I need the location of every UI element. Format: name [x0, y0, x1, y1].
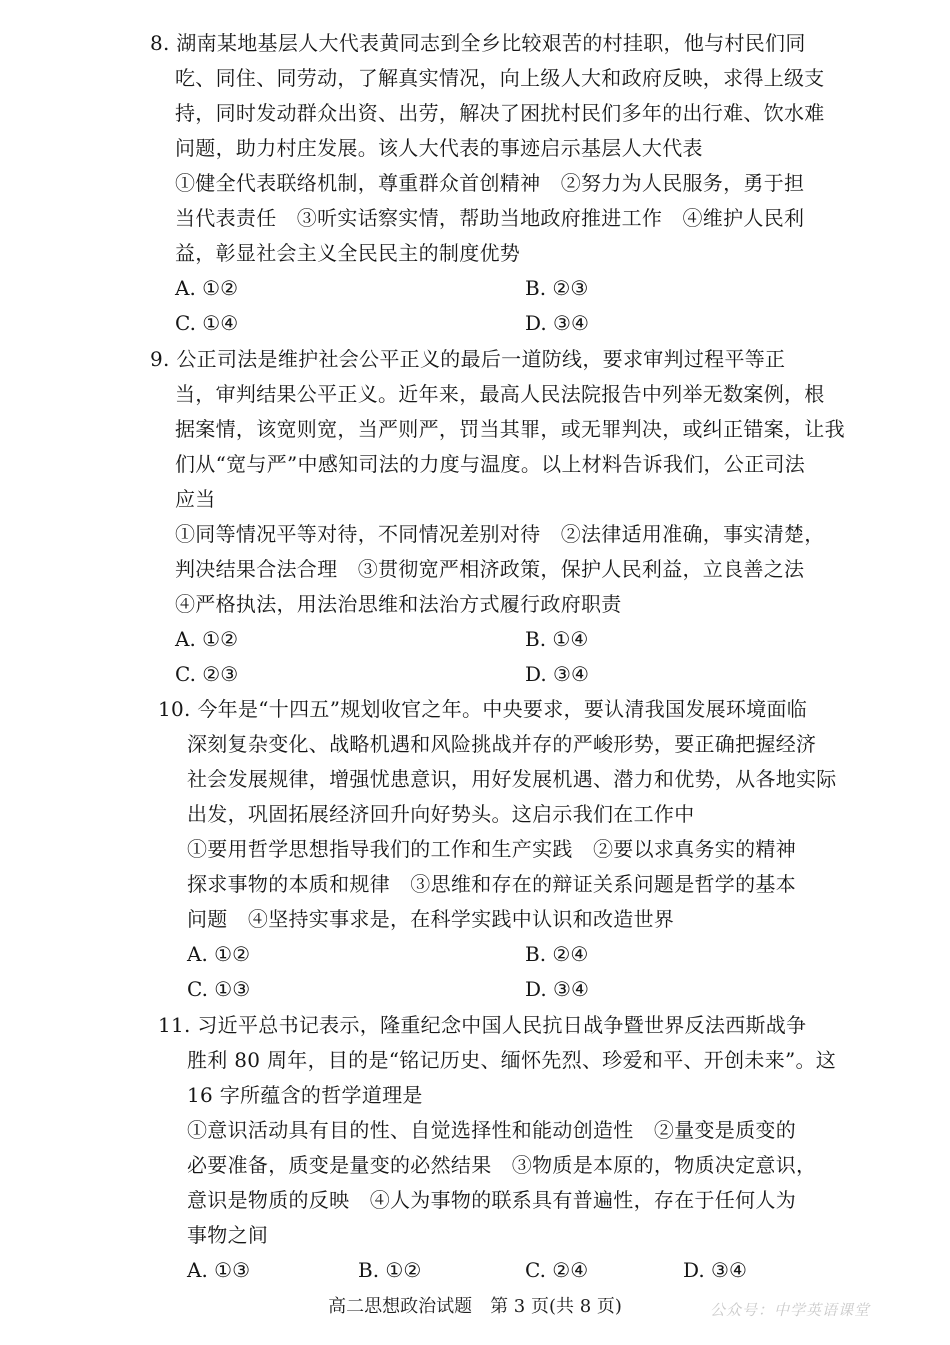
question-11-statement-line-1: ①意识活动具有目的性、自觉选择性和能动创造性 ②量变是质变的	[187, 1118, 796, 1142]
question-10-statement-line-1: ①要用哲学思想指导我们的工作和生产实践 ②要以求真务实的精神	[187, 837, 796, 861]
question-8-line-4: 问题，助力村庄发展。该人大代表的事迹启示基层人大代表	[175, 136, 703, 160]
question-9-option-a[interactable]: A. ①②	[175, 627, 239, 651]
question-10-statement-line-3: 问题 ④坚持实事求是，在科学实践中认识和改造世界	[187, 907, 675, 931]
question-9-line-5: 应当	[175, 487, 216, 511]
question-10-option-d[interactable]: D. ③④	[525, 977, 589, 1001]
question-10-line-1: 10. 今年是“十四五”规划收官之年。中央要求，要认清我国发展环境面临	[158, 697, 808, 721]
question-11-line-3: 16 字所蕴含的哲学道理是	[187, 1083, 423, 1107]
question-9-option-b[interactable]: B. ①④	[525, 627, 589, 651]
page-footer: 高二思想政治试题 第 3 页(共 8 页)	[328, 1296, 622, 1317]
question-11-line-2: 胜利 80 周年，目的是“铭记历史、缅怀先烈、珍爱和平、开创未来”。这	[187, 1048, 837, 1072]
question-11-option-a[interactable]: A. ①③	[187, 1258, 251, 1282]
question-10-line-2: 深刻复杂变化、战略机遇和风险挑战并存的严峻形势，要正确把握经济	[187, 732, 817, 756]
question-9-option-d[interactable]: D. ③④	[525, 662, 589, 686]
question-10-statement-line-2: 探求事物的本质和规律 ③思维和存在的辩证关系问题是哲学的基本	[187, 872, 796, 896]
question-9-statement-line-3: ④严格执法，用法治思维和法治方式履行政府职责	[175, 592, 622, 616]
question-9-line-4: 们从“宽与严”中感知司法的力度与温度。以上材料告诉我们，公正司法	[175, 452, 806, 476]
question-8-line-3: 持，同时发动群众出资、出劳，解决了困扰村民们多年的出行难、饮水难	[175, 101, 825, 125]
question-11-statement-line-2: 必要准备，质变是量变的必然结果 ③物质是本原的，物质决定意识，	[187, 1153, 817, 1177]
question-8-option-d[interactable]: D. ③④	[525, 311, 589, 335]
watermark: 公众号：中学英语课堂	[710, 1301, 871, 1319]
question-9-statement-line-2: 判决结果合法合理 ③贯彻宽严相济政策，保护人民利益，立良善之法	[175, 557, 805, 581]
question-10-line-3: 社会发展规律，增强忧患意识，用好发展机遇、潜力和优势，从各地实际	[187, 767, 837, 791]
question-9-statement-line-1: ①同等情况平等对待，不同情况差别对待 ②法律适用准确，事实清楚，	[175, 522, 825, 546]
question-9-option-c[interactable]: C. ②③	[175, 662, 239, 686]
question-8-option-a[interactable]: A. ①②	[175, 276, 239, 300]
question-11-option-b[interactable]: B. ①②	[358, 1258, 422, 1282]
question-9-line-2: 当，审判结果公平正义。近年来，最高人民法院报告中列举无数案例，根	[175, 382, 825, 406]
question-8-statement-line-3: 益，彰显社会主义全民民主的制度优势	[175, 241, 521, 265]
question-10-line-4: 出发，巩固拓展经济回升向好势头。这启示我们在工作中	[187, 802, 695, 826]
question-11-line-1: 11. 习近平总书记表示，隆重纪念中国人民抗日战争暨世界反法西斯战争	[158, 1013, 807, 1037]
question-9-line-1: 9. 公正司法是维护社会公平正义的最后一道防线，要求审判过程平等正	[150, 347, 786, 371]
question-8-option-b[interactable]: B. ②③	[525, 276, 589, 300]
question-8-statement-line-1: ①健全代表联络机制，尊重群众首创精神 ②努力为人民服务，勇于担	[175, 171, 805, 195]
question-11-option-c[interactable]: C. ②④	[525, 1258, 589, 1282]
question-10-option-c[interactable]: C. ①③	[187, 977, 251, 1001]
question-8-option-c[interactable]: C. ①④	[175, 311, 239, 335]
question-11-statement-line-4: 事物之间	[187, 1223, 269, 1247]
question-8-line-2: 吃、同住、同劳动，了解真实情况，向上级人大和政府反映，求得上级支	[175, 66, 825, 90]
question-11-option-d[interactable]: D. ③④	[683, 1258, 747, 1282]
question-10-option-b[interactable]: B. ②④	[525, 942, 589, 966]
question-8-statement-line-2: 当代表责任 ③听实话察实情，帮助当地政府推进工作 ④维护人民利	[175, 206, 805, 230]
question-8-line-1: 8. 湖南某地基层人大代表黄同志到全乡比较艰苦的村挂职，他与村民们同	[150, 31, 806, 55]
question-9-line-3: 据案情，该宽则宽，当严则严，罚当其罪，或无罪判决，或纠正错案，让我	[175, 417, 845, 441]
question-10-option-a[interactable]: A. ①②	[187, 942, 251, 966]
question-11-statement-line-3: 意识是物质的反映 ④人为事物的联系具有普遍性，存在于任何人为	[187, 1188, 796, 1212]
